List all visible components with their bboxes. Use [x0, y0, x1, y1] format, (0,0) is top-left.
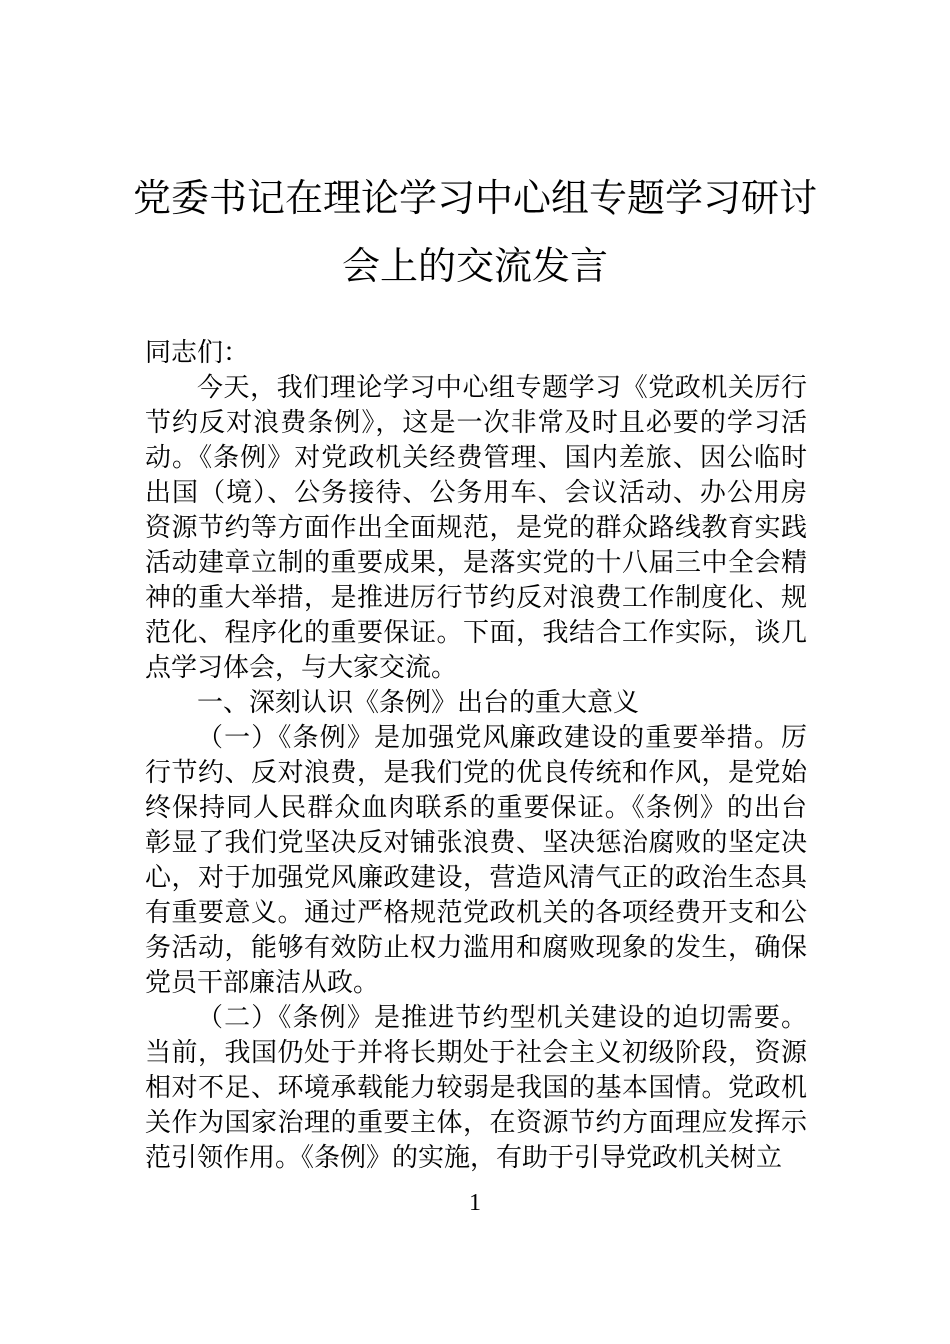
section-heading-1: 一、深刻认识《条例》出台的重大意义 — [197, 688, 640, 718]
paragraph-subsection-2: （二）《条例》是推进节约型机关建设的迫切需要。当前，我国仍处于并将长期处于社会主义初级阶段，资源相对不足、环境承载能力较弱是我国的基本国情。党政机关作为国家治理的重要主体，在资源节约方面理应发挥示范引领作用。《条例》的实施，有助于引导党政机关树立 — [145, 1003, 807, 1173]
intro-paragraph: 今天，我们理论学习中心组专题学习《党政机关厉行节约反对浪费条例》，这是一次非常及时且必要的学习活动。《条例》对党政机关经费管理、国内差旅、因公临时出国（境）、公务接待、公务用车、会议活动、办公用房资源节约等方面作出全面规范，是党的群众路线教育实践活动建章立制的重要成果，是落实党的十八届三中全会精神的重大举措，是推进厉行节约反对浪费工作制度化、规范化、程序化的重要保证。下面，我结合工作实际，谈几点学习体会，与大家交流。 — [145, 373, 807, 683]
page-number: 1 — [469, 1190, 481, 1216]
document-title-line-2: 会上的交流发言 — [341, 244, 608, 288]
document-title-line-1: 党委书记在理论学习中心组专题学习研讨 — [132, 176, 817, 220]
salutation: 同志们： — [145, 338, 250, 368]
paragraph-subsection-1: （一）《条例》是加强党风廉政建设的重要举措。厉行节约、反对浪费，是我们党的优良传统和作风，是党始终保持同人民群众血肉联系的重要保证。《条例》的出台彰显了我们党坚决反对铺张浪费、坚决惩治腐败的坚定决心，对于加强党风廉政建设，营造风清气正的政治生态具有重要意义。通过严格规范党政机关的各项经费开支和公务活动，能够有效防止权力滥用和腐败现象的发生，确保党员干部廉洁从政。 — [145, 723, 807, 998]
document-body — [145, 336, 807, 1176]
